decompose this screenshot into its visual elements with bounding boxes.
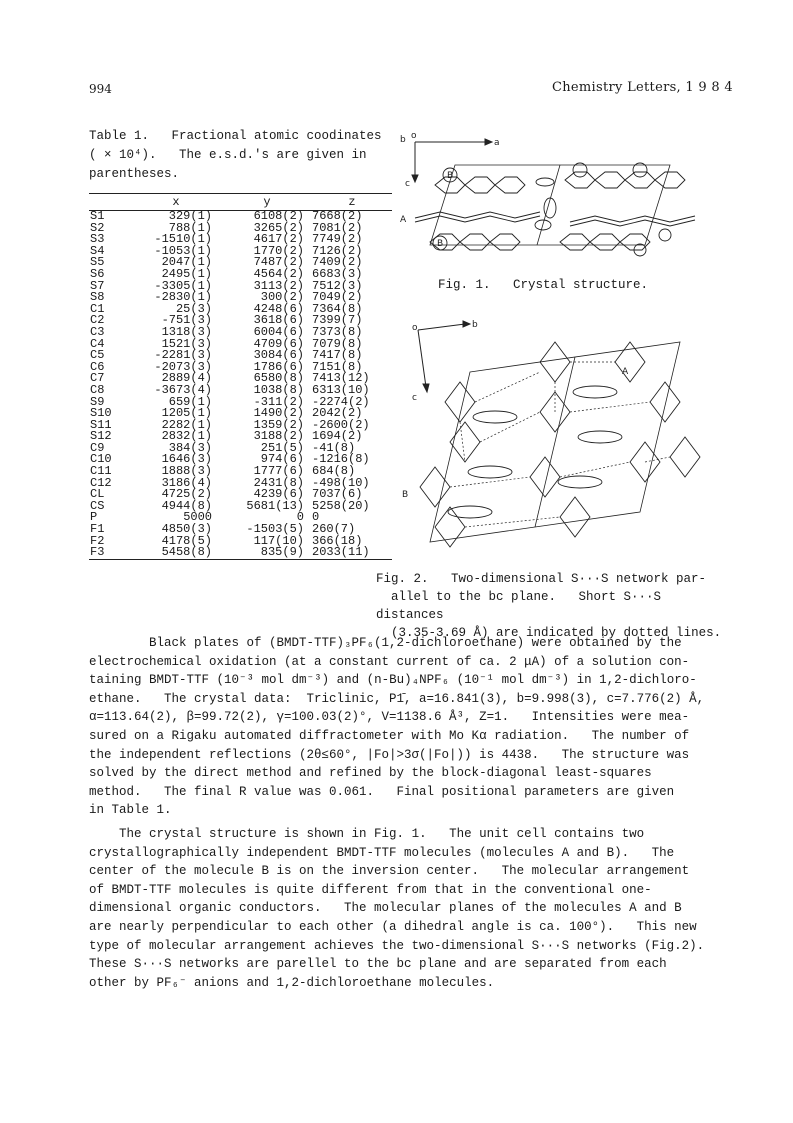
- cell-y: 1359(2): [253, 417, 304, 432]
- fig2-axis-c-line: [418, 330, 426, 387]
- cell-atom: S8: [90, 290, 105, 305]
- fig2-network: [390, 312, 720, 564]
- cell-x: 4944(8): [161, 498, 212, 513]
- cell-atom: S12: [90, 429, 112, 444]
- body-paragraph-1: Black plates of (BMDT-TTF)₃PF₆(1,2-dichloroethane) were obtained by the electrochemical oxidation (at a constant current of ca. 2 μA) of a solution con- taining BMDT-TTF (10⁻³ mol dm⁻³) and (n-Bu)₄NPF₆ (10⁻¹ mol dm⁻³) in 1,2-dichloro- ethane. The crystal data: Triclinic, P1̄, a=16.841(3), b=9.998(3), c=7.776(2) Å, α=113.64(2), β=99.72(2), γ=100.03(2)°, V=1138.6 Å³, Z=1. Intensities were mea- sured on a Rigaku automated diffractometer with Mo Kα radiation. The number of the independent reflections (2θ≤60°, |Fo|>3σ(|Fo|)) is 4438. The structure was solved by the direct method and refined by the block-diagonal least-squares method. The final R value was 0.061. Final positional parameters are given in Table 1.: [89, 636, 705, 818]
- cell-z: 7081(2): [312, 220, 363, 235]
- cell-z: 7079(8): [312, 336, 363, 351]
- cell-y: 117(10): [253, 533, 304, 548]
- cell-z: 7037(6): [312, 487, 363, 502]
- fig1-middle-molecules: [415, 198, 695, 230]
- cell-x: 4178(5): [161, 533, 212, 548]
- cell-x: -2830(1): [154, 290, 212, 305]
- body-paragraph-2: The crystal structure is shown in Fig. 1. The unit cell contains two crystallographically independent BMDT-TTF molecules (molecules A and B). The center of the molecule B is on the inversion center. The molecular arrangement of BMDT-TTF molecules is quite different from that in the conventional one- dimensional organic conductors. The molecular planes of the molecules A and B are nearly perpendicular to each other (a dihedral angle is ca. 100°). This new type of molecular arrangement achieves the two-dimensional S···S networks (Fig.2). These S···S networks are parellel to the bc plane and are separated from each other by PF₆⁻ anions and 1,2-dichloroethane molecules.: [89, 827, 705, 990]
- cell-y: 4617(2): [253, 232, 304, 247]
- cell-x: -2073(3): [154, 359, 212, 374]
- cell-atom: C8: [90, 382, 105, 397]
- cell-y: 6004(6): [253, 324, 304, 339]
- fig1-lower-molecules: [430, 229, 671, 256]
- header-z: z: [312, 194, 392, 211]
- cell-x: 1318(3): [161, 324, 212, 339]
- cell-x: 5458(8): [130, 547, 222, 559]
- cell-atom: C1: [90, 301, 105, 316]
- cell-x: 2832(1): [161, 429, 212, 444]
- cell-y: 4564(2): [253, 266, 304, 281]
- cell-z: 260(7): [312, 522, 356, 537]
- cell-x: -2281(3): [154, 348, 212, 363]
- cell-atom: C9: [90, 440, 105, 455]
- fig1-axis-c-label: c: [405, 179, 410, 189]
- cell-y: 1786(6): [253, 359, 304, 374]
- cell-atom: CL: [90, 487, 105, 502]
- fig2-axis-b-arrow: [463, 321, 470, 327]
- cell-z: 7373(8): [312, 324, 363, 339]
- cell-x: 5000: [183, 510, 212, 525]
- cell-x: 1646(3): [161, 452, 212, 467]
- cell-y: 5681(13): [246, 498, 304, 513]
- fig1-upper-molecules: [435, 163, 685, 193]
- cell-z: 2042(2): [312, 406, 363, 421]
- fig1-caption: Fig. 1. Crystal structure.: [438, 278, 649, 292]
- cell-z: 7413(12): [312, 371, 370, 386]
- fig1-axis-b-label: b: [400, 135, 406, 145]
- cell-z: 684(8): [312, 464, 356, 479]
- cell-atom: C6: [90, 359, 105, 374]
- cell-y: 1038(8): [253, 382, 304, 397]
- cell-z: 7126(2): [312, 243, 363, 258]
- cell-z: 6683(3): [312, 266, 363, 281]
- fig1-axis-a-label: a: [494, 138, 500, 148]
- fig2-molecule-b-label: B: [402, 490, 409, 500]
- cell-atom: C3: [90, 324, 105, 339]
- cell-z: -2274(2): [312, 394, 370, 409]
- cell-z: 0: [312, 510, 320, 525]
- cell-z: 7151(8): [312, 359, 363, 374]
- cell-atom: CS: [90, 498, 105, 513]
- fig2-cell-frame: [430, 342, 680, 542]
- cell-y: -311(2): [253, 394, 304, 409]
- cell-x: 1888(3): [161, 464, 212, 479]
- cell-atom: C2: [90, 313, 105, 328]
- fig1-molecule-a-label: A: [400, 215, 407, 225]
- cell-y: 1777(6): [253, 464, 304, 479]
- fig2-axis-c-label: c: [412, 393, 417, 403]
- cell-x: 659(1): [168, 394, 212, 409]
- cell-y: 4709(6): [253, 336, 304, 351]
- cell-z: 7049(2): [312, 290, 363, 305]
- cell-y: 835(9): [222, 547, 312, 559]
- cell-y: 4248(6): [253, 301, 304, 316]
- cell-atom: C12: [90, 475, 112, 490]
- cell-atom: C7: [90, 371, 105, 386]
- cell-x: 4725(2): [161, 487, 212, 502]
- cell-x: -3673(4): [154, 382, 212, 397]
- cell-y: 3265(2): [253, 220, 304, 235]
- table-row: [89, 501, 392, 513]
- table-body: [89, 211, 392, 560]
- page-number: 994: [89, 82, 112, 96]
- cell-x: -3305(1): [154, 278, 212, 293]
- cell-z: -1216(8): [312, 452, 370, 467]
- header-x: x: [130, 194, 222, 211]
- cell-x: 25(3): [175, 301, 212, 316]
- fig1-unit-cell: [430, 165, 670, 245]
- fig2-origin-label: o: [412, 323, 418, 333]
- fig1-axis-a-arrow: [485, 139, 492, 145]
- cell-x: 2889(4): [161, 371, 212, 386]
- cell-z: -2600(2): [312, 417, 370, 432]
- cell-atom: S5: [90, 255, 105, 270]
- cell-x: 2495(1): [161, 266, 212, 281]
- cell-y: 3188(2): [253, 429, 304, 444]
- cell-z: 7749(2): [312, 232, 363, 247]
- cell-x: 1521(3): [161, 336, 212, 351]
- cell-y: 3618(6): [253, 313, 304, 328]
- cell-y: -1503(5): [246, 522, 304, 537]
- cell-z: 5258(20): [312, 498, 370, 513]
- cell-atom: S9: [90, 394, 105, 409]
- cell-atom: S11: [90, 417, 112, 432]
- cell-y: 7487(2): [253, 255, 304, 270]
- cell-x: -1510(1): [154, 232, 212, 247]
- coordinates-table: [89, 193, 392, 560]
- cell-x: 1205(1): [161, 406, 212, 421]
- cell-z: 7399(7): [312, 313, 363, 328]
- cell-y: 6580(8): [253, 371, 304, 386]
- fig1-crystal-structure: [395, 130, 720, 275]
- cell-atom: C11: [90, 464, 112, 479]
- cell-atom: S6: [90, 266, 105, 281]
- cell-atom: S7: [90, 278, 105, 293]
- cell-x: -1053(1): [154, 243, 212, 258]
- cell-x: 788(1): [168, 220, 212, 235]
- cell-atom: C5: [90, 348, 105, 363]
- cell-x: 2047(1): [161, 255, 212, 270]
- journal-name: Chemistry Letters, 1 9 8 4: [552, 80, 733, 95]
- cell-z: 7417(8): [312, 348, 363, 363]
- header-atom: [89, 194, 130, 211]
- cell-z: 1694(2): [312, 429, 363, 444]
- cell-z: -498(10): [312, 475, 370, 490]
- cell-z: 6313(10): [312, 382, 370, 397]
- cell-atom: F2: [90, 533, 105, 548]
- cell-y: 6108(2): [253, 209, 304, 223]
- cell-y: 2431(8): [253, 475, 304, 490]
- cell-y: 300(2): [260, 290, 304, 305]
- cell-atom: S3: [90, 232, 105, 247]
- cell-x: 4850(3): [161, 522, 212, 537]
- cell-atom: C10: [90, 452, 112, 467]
- fig2-molecule-a-label: A: [622, 367, 629, 377]
- fig1-origin-label: o: [411, 131, 417, 141]
- cell-z: 366(18): [312, 533, 363, 548]
- fig1-molecule-b-label-top: B: [447, 171, 454, 181]
- fig2-ss-contacts: [450, 362, 670, 527]
- cell-atom: F1: [90, 522, 105, 537]
- cell-atom: C4: [90, 336, 105, 351]
- table-caption: Table 1. Fractional atomic coodinates ( × 10⁴). The e.s.d.'s are given in parentheses.: [89, 129, 382, 181]
- fig1-axis-c-arrow: [412, 175, 418, 182]
- fig1-cell-edge: [537, 165, 560, 245]
- cell-y: 4239(6): [253, 487, 304, 502]
- cell-z: 7512(3): [312, 278, 363, 293]
- cell-z: 7409(2): [312, 255, 363, 270]
- table-header-row: [89, 194, 392, 211]
- cell-z: 7364(8): [312, 301, 363, 316]
- cell-atom: S10: [90, 406, 112, 421]
- cell-y: 3084(6): [253, 348, 304, 363]
- cell-x: 2282(1): [161, 417, 212, 432]
- cell-x: 3186(4): [161, 475, 212, 490]
- cell-y: 974(6): [260, 452, 304, 467]
- cell-atom: S2: [90, 220, 105, 235]
- cell-x: 329(1): [168, 209, 212, 223]
- cell-atom: S1: [90, 209, 105, 223]
- table-row: [89, 547, 392, 559]
- cell-y: 3113(2): [253, 278, 304, 293]
- cell-atom: F3: [89, 547, 130, 559]
- fig2-axis-b-label: b: [472, 320, 478, 330]
- cell-y: 251(5): [260, 440, 304, 455]
- cell-y: 1490(2): [253, 406, 304, 421]
- cell-x: -751(3): [161, 313, 212, 328]
- cell-z: 2033(11): [312, 547, 392, 559]
- fig2-axis-b-line: [418, 324, 465, 330]
- fig2-axis-c-arrow: [423, 384, 429, 392]
- header-y: y: [222, 194, 312, 211]
- fig1-molecule-b-label-bottom: B: [437, 239, 444, 249]
- fig2-molecule-stacks: [420, 342, 700, 547]
- cell-atom: P: [90, 510, 98, 525]
- cell-z: 7668(2): [312, 209, 363, 223]
- cell-y: 1770(2): [253, 243, 304, 258]
- cell-atom: S4: [90, 243, 105, 258]
- cell-x: 384(3): [168, 440, 212, 455]
- fig2-caption: Fig. 2. Two-dimensional S···S network par- allel to the bc plane. Short S···S distances (3.35-3.69 Å) are indicated by dotted lines.: [376, 572, 722, 640]
- cell-z: -41(8): [312, 440, 356, 455]
- cell-y: 0: [296, 510, 304, 525]
